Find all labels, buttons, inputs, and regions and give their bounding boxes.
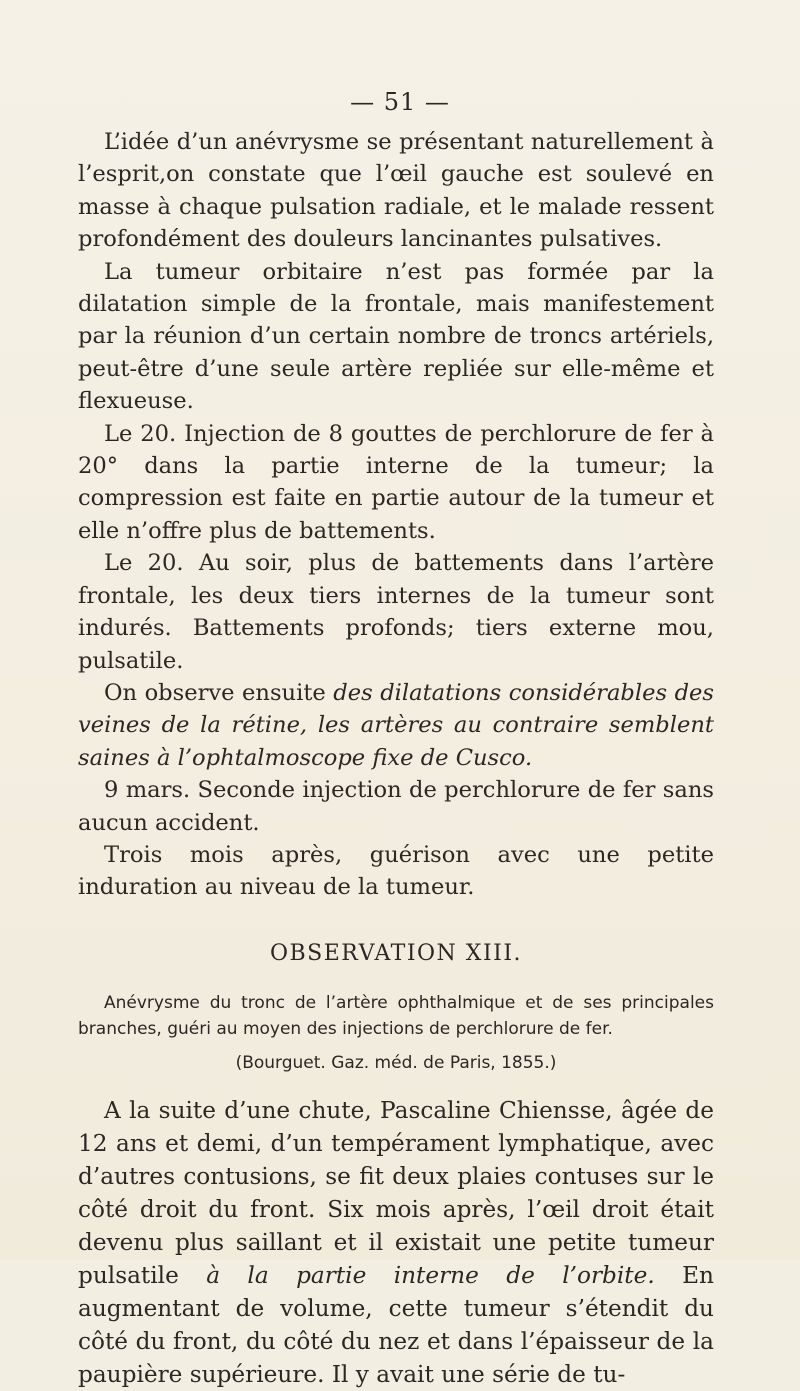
observe-italic: des dilatations considérables des veines de la rétine, les artères au contraire semblent saines à l’ophtalmoscope fixe de Cusco. xyxy=(78,679,714,771)
paragraph: Le 20. Au soir, plus de battements dans l’artère frontale, les deux tiers internes de la tumeur sont indurés. Battements profonds; tiers externe mou, pulsatile. xyxy=(78,550,714,674)
case-paragraph xyxy=(78,1094,714,1391)
paragraph: 9 mars. Seconde injection de perchlorure de fer sans aucun accident. xyxy=(78,777,714,836)
observation-summary: Anévrysme du tronc de l’artère ophthalmique et de ses principales branches, guéri au moyen des injections de perchlorure de fer. xyxy=(78,993,714,1040)
case-italic: à la partie interne de l’orbite. xyxy=(206,1262,655,1290)
paragraph: Trois mois après, guérison avec une petite induration au niveau de la tumeur. xyxy=(78,841,714,901)
case-part1: A la suite d’une chute, Pascaline Chiensse, âgée de 12 ans et demi, d’un tempérament lymphatique, avec d’autres contusions, se fit deux plaies contuses sur le côté droit du front. Six mois après, l’œil droit était devenu plus saillant et il existait une petite tumeur pulsatile xyxy=(78,1097,714,1290)
observation-source: (Bourguet. Gaz. méd. de Paris, 1855.) xyxy=(235,1053,557,1074)
case-part2: En augmentant de volume, cette tumeur s’étendit du côté du front, du côté du nez et dans l’épaisseur de la paupière supérieure. Il y avait une série de tu- xyxy=(78,1262,714,1389)
paragraph: L’idée d’un anévrysme se présentant naturellement à l’esprit,on constate que l’œil gauche est soulevé en masse à chaque pulsation radiale, et le malade ressent profondément des douleurs lancinantes pulsatives. xyxy=(78,129,714,253)
page-number: — 51 — xyxy=(350,88,450,116)
case-text xyxy=(78,1094,714,1391)
paragraph-observe xyxy=(78,677,714,774)
observe-plain: On observe ensuite xyxy=(104,679,334,706)
paragraph: Le 20. Injection de 8 gouttes de perchlorure de fer à 20° dans la partie interne de la tumeur; la compression est faite en partie autour de la tumeur et elle n’offre plus de battements. xyxy=(78,420,714,544)
observation-title: OBSERVATION XIII. xyxy=(269,940,523,966)
paragraph: La tumeur orbitaire n’est pas formée par la dilatation simple de la frontale, mais manifestement par la réunion d’un certain nombre de troncs artériels, peut-être d’une seule artère repliée sur elle-même et flexueuse. xyxy=(78,258,714,415)
body-text xyxy=(78,126,714,1391)
